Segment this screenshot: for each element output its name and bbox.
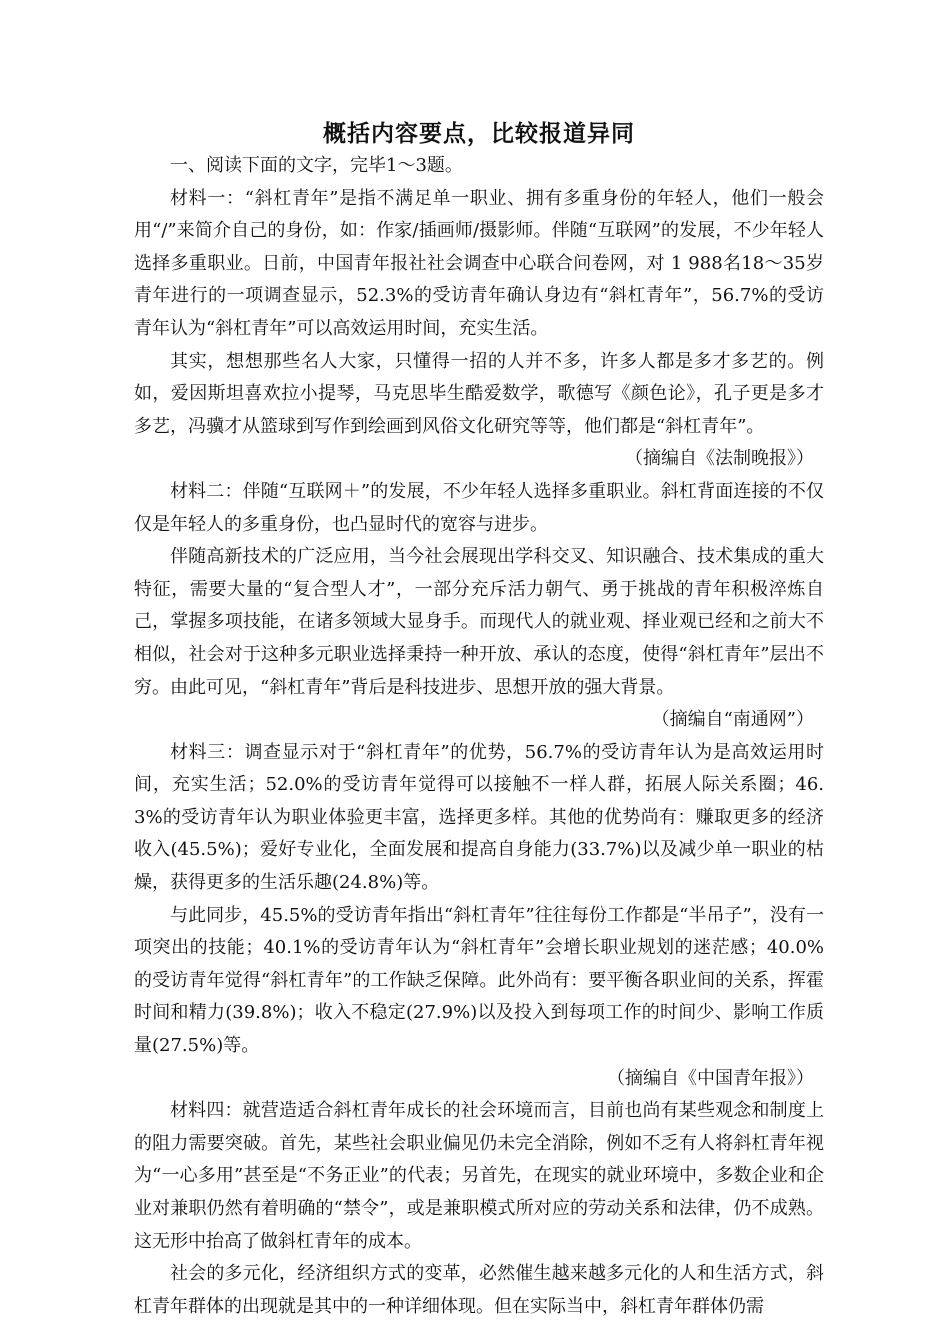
- material-1-paragraph-2: 其实，想想那些名人大家，只懂得一招的人并不多，许多人都是多才多艺的。例如，爱因斯坦喜欢拉小提琴，马克思毕生酷爱数学，歌德写《颜色论》，孔子更是多才多艺，冯骥才从篮球到写作到绘画到风俗文化研究等等，他们都是“斜杠青年”。: [134, 350, 824, 437]
- question-instruction: 一、阅读下面的文字，完毕1～3题。: [170, 155, 463, 176]
- material-3-paragraph-2: 与此同步，45.5%的受访青年指出“斜杠青年”往往每份工作都是“半吊子”，没有一项突出的技能；40.1%的受访青年认为“斜杠青年”会增长职业规划的迷茫感；40.0%的受访青年觉得“斜杠青年”的工作缺乏保障。此外尚有：要平衡各职业间的关系，挥霍时间和精力(39.8%)；收入不稳定(27.9%)以及投入到每项工作的时间少、影响工作质量(27.5%)等。: [134, 904, 824, 1057]
- material-3-source: （摘编自《中国青年报》）: [607, 1067, 814, 1089]
- material-1-source: （摘编自《法制晚报》）: [625, 448, 814, 470]
- document-title: 概括内容要点，比较报道异同: [323, 120, 635, 147]
- material-4-paragraph-1: 材料四：就营造适合斜杠青年成长的社会环境而言，目前也尚有某些观念和制度上的阻力需要突破。首先，某些社会职业偏见仍未完全消除，例如不乏有人将斜杠青年视为“一心多用”甚至是“不务正业”的代表；另首先，在现实的就业环境中，多数企业和企业对兼职仍然有着明确的“禁令”，或是兼职模式所对应的劳动关系和法律，仍不成熟。这无形中抬高了做斜杠青年的成本。: [134, 1100, 824, 1252]
- material-2-paragraph-1: 材料二：伴随“互联网＋”的发展，不少年轻人选择多重职业。斜杠背面连接的不仅仅是年轻人的多重身份，也凸显时代的宽容与进步。: [134, 480, 824, 535]
- document-page: [134, 118, 824, 1323]
- material-2-paragraph-2: 伴随高新技术的广泛应用，当今社会展现出学科交叉、知识融合、技术集成的重大特征，需要大量的“复合型人才”，一部分充斥活力朝气、勇于挑战的青年积极淬炼自己，掌握多项技能，在诸多领域大显身手。而现代人的就业观、择业观已经和之前大不相似，社会对于这种多元职业选择秉持一种开放、承认的态度，使得“斜杠青年”层出不穷。由此可见，“斜杠青年”背后是科技进步、思想开放的强大背景。: [134, 546, 824, 698]
- material-3-paragraph-1: 材料三：调查显示对于“斜杠青年”的优势，56.7%的受访青年认为是高效运用时间，充实生活；52.0%的受访青年觉得可以接触不一样人群，拓展人际关系圈；46.3%的受访青年认为职业体验更丰富，选择更多样。其他的优势尚有：赚取更多的经济收入(45.5%)；爱好专业化，全面发展和提高自身能力(33.7%)以及减少单一职业的枯燥，获得更多的生活乐趣(24.8%)等。: [134, 741, 824, 894]
- material-2-source: （摘编自“南通网”）: [651, 709, 814, 731]
- material-1-paragraph-1: 材料一：“斜杠青年”是指不满足单一职业、拥有多重身份的年轻人，他们一般会用“/”来简介自己的身份，如：作家/插画师/摄影师。伴随“互联网”的发展，不少年轻人选择多重职业。日前，中国青年报社社会调查中心联合问卷网，对 1 988名18～35岁青年进行的一项调查显示，52.3%的受访青年确认身边有“斜杠青年”，56.7%的受访青年认为“斜杠青年”可以高效运用时间，充实生活。: [134, 187, 824, 339]
- material-4-paragraph-2: 社会的多元化，经济组织方式的变革，必然催生越来越多元化的人和生活方式，斜杠青年群体的出现就是其中的一种详细体现。但在实际当中，斜杠青年群体仍需: [134, 1263, 824, 1317]
